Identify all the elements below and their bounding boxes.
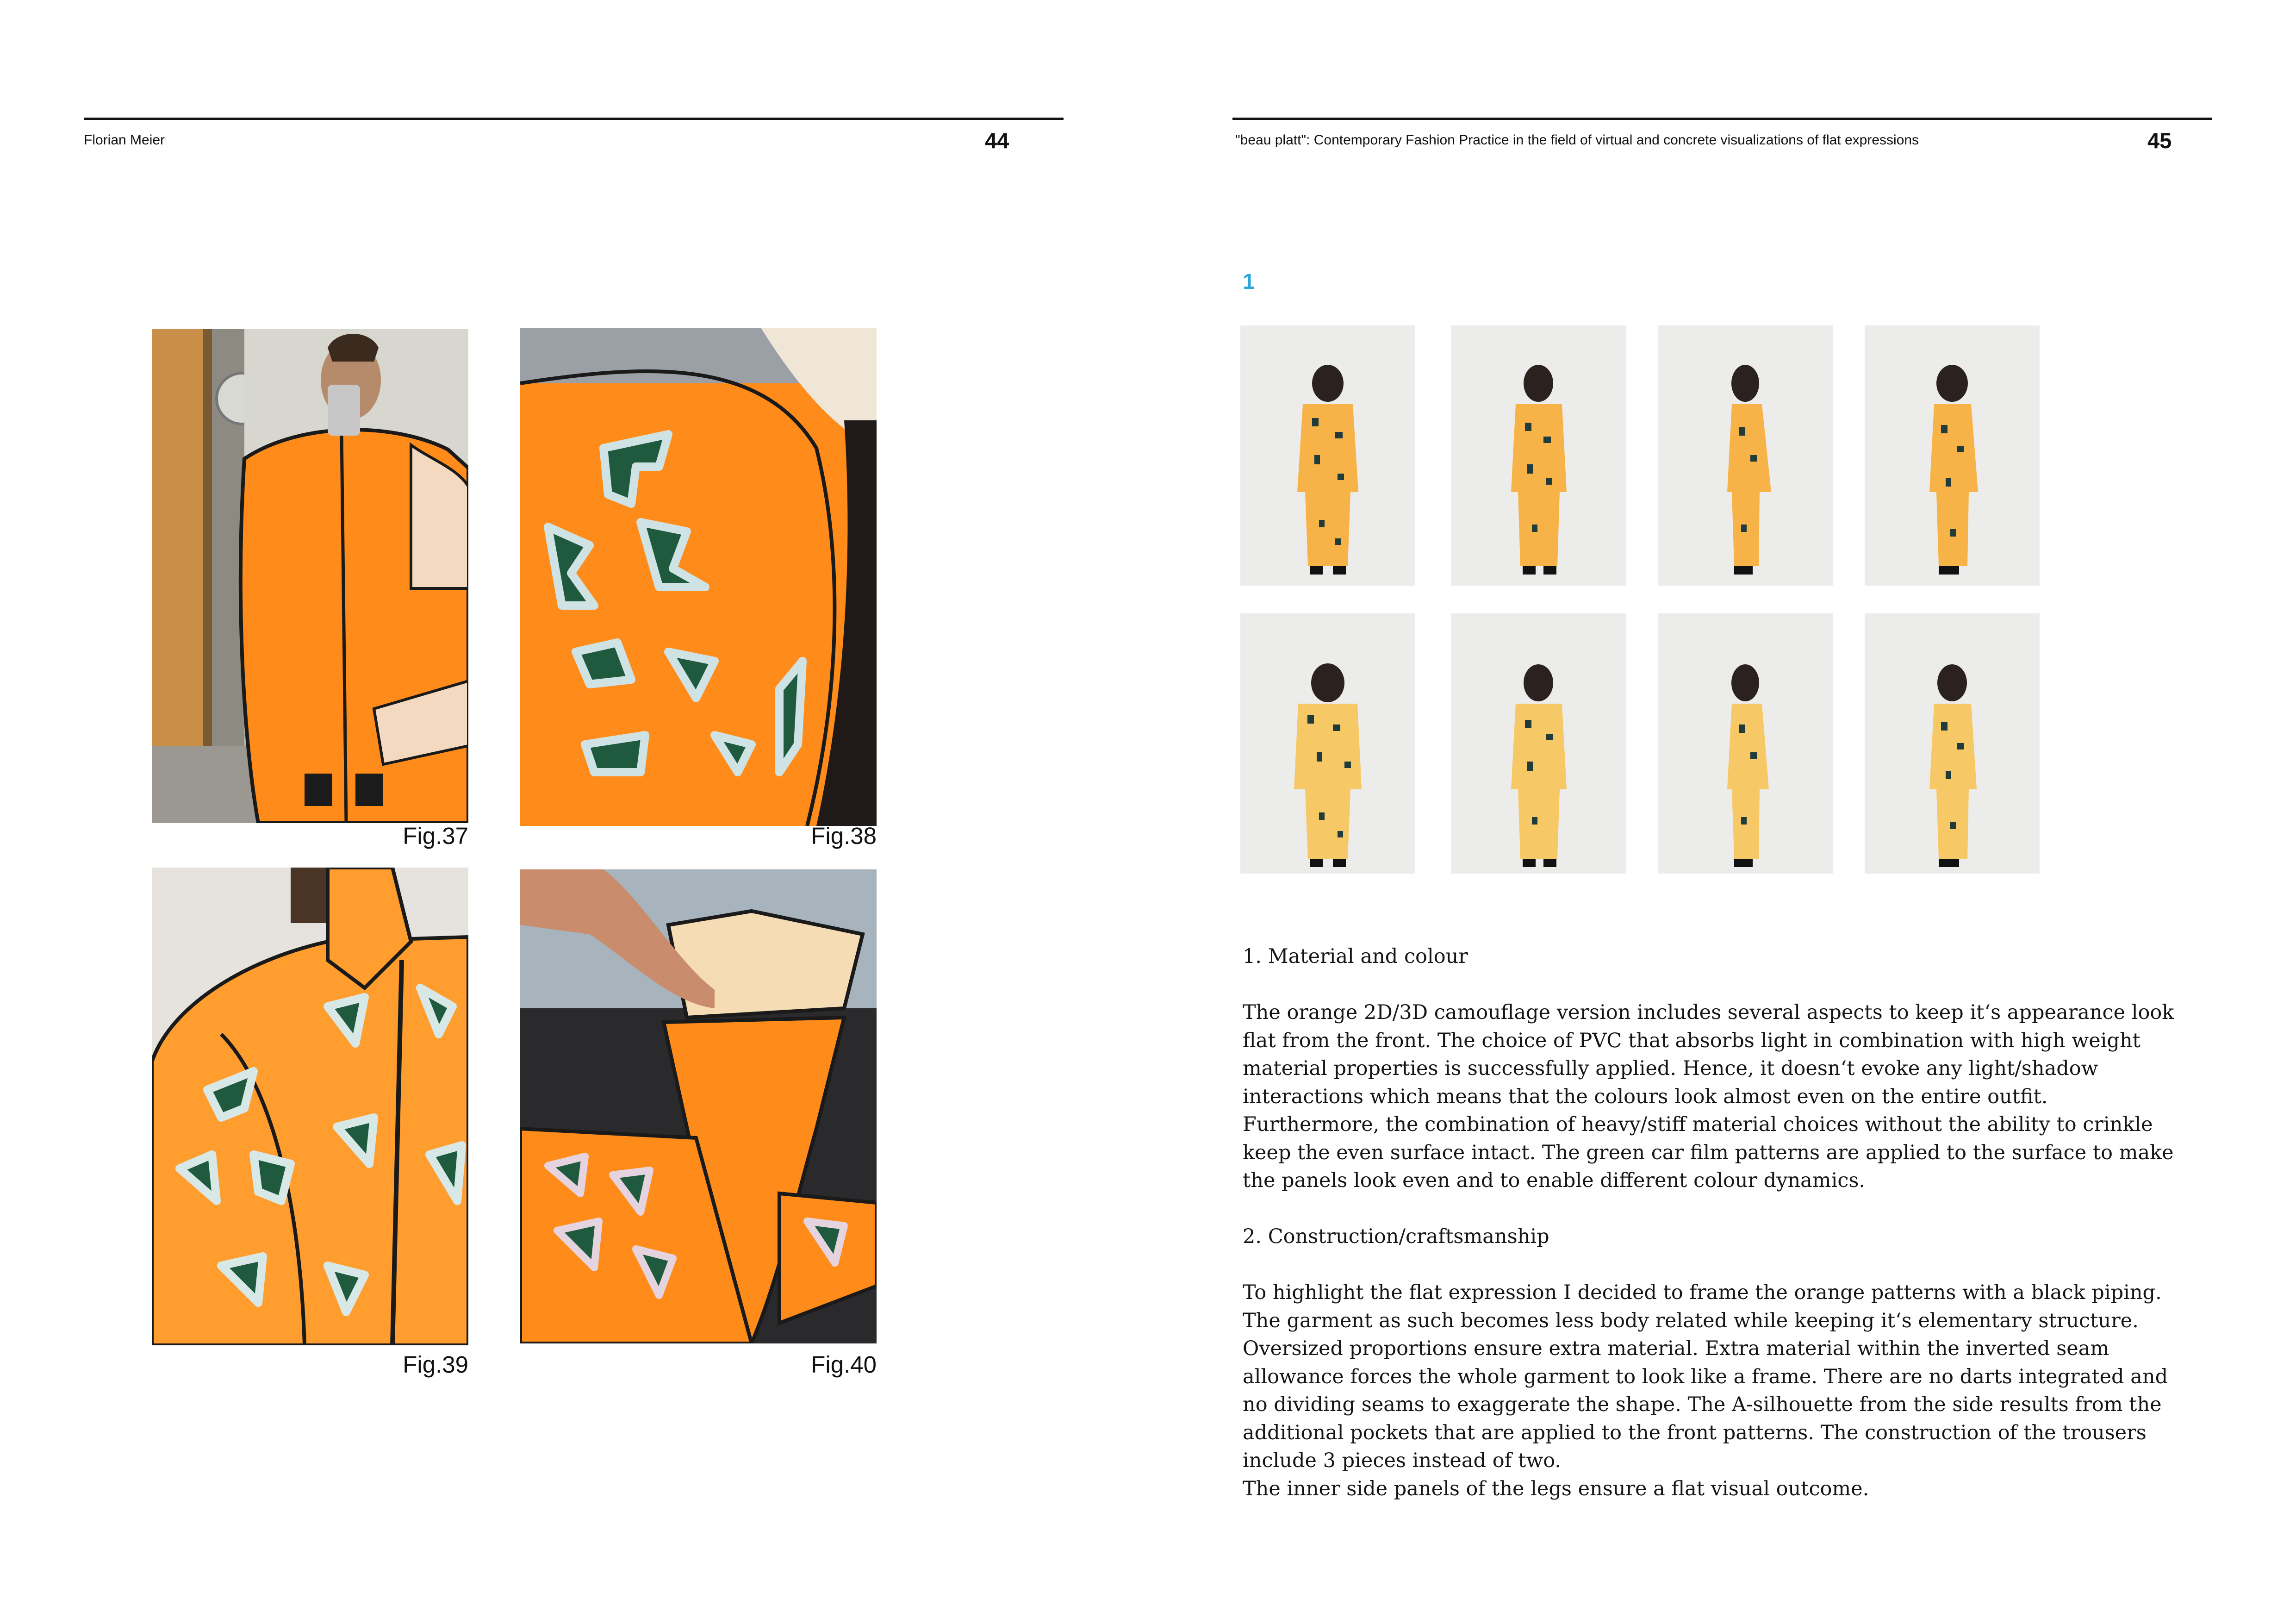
section-heading-construction: 2. Construction/craftsmanship [1243, 1225, 1549, 1248]
paragraph-construction-1: To highlight the flat expression I decided to frame the orange patterns with a black piping. [1243, 1281, 2162, 1304]
lookbook-thumb [1451, 613, 1626, 874]
right-header-rule [1232, 118, 2212, 120]
left-header-rule [84, 118, 1064, 120]
lookbook-thumb [1658, 325, 1833, 586]
running-title: "beau platt": Contemporary Fashion Practice in the field of virtual and concrete visualizations of flat expressions [1235, 132, 1919, 148]
figure-37-caption: Fig.37 [403, 823, 468, 849]
section-number: 1 [1243, 269, 1255, 294]
paragraph-material: The orange 2D/3D camouflage version includes several aspects to keep it‘s appearance look flat from the front. The choice of PVC that absorbs light in combination with high weight material properties is successfully applied. Hence, it doesn‘t evoke any light/shadow interactions which means that the colours look almost even on the entire outfit. Furthermore, the combination of heavy/stiff material choices without the ability to crinkle keep the even surface intact. The green car film patterns are applied to the surface to make the panels look even and to enable different colour dynamics. [1243, 1001, 2174, 1192]
figure-39-photo [152, 868, 468, 1345]
lookbook-thumb [1451, 325, 1626, 586]
lookbook-thumb [1658, 613, 1833, 874]
section-heading-material: 1. Material and colour [1243, 945, 1468, 968]
page-number-left: 44 [985, 128, 1009, 153]
paragraph-construction-3: Oversized proportions ensure extra material. Extra material within the inverted seam allowance forces the whole garment to look like a frame. There are no darts integrated and no dividing seams to exaggerate the shape. The A-silhouette from the side results from the additional pockets that are applied to the front patterns. The construction of the trousers include 3 pieces instead of two. [1243, 1337, 2168, 1472]
author-name: Florian Meier [84, 132, 165, 148]
lookbook-thumb [1865, 325, 2040, 586]
figure-37-photo [152, 329, 468, 823]
page-number-right: 45 [2147, 128, 2172, 153]
figure-38-photo [520, 328, 877, 826]
figure-40-photo [520, 869, 877, 1343]
paragraph-construction-2: The garment as such becomes less body related while keeping it‘s elementary structure. [1243, 1309, 2139, 1332]
lookbook-thumb [1240, 613, 1415, 874]
lookbook-thumb [1240, 325, 1415, 586]
paragraph-construction-4: The inner side panels of the legs ensure a flat visual outcome. [1243, 1477, 1869, 1500]
body-text [1243, 943, 2187, 1503]
figure-38-caption: Fig.38 [811, 823, 877, 849]
figure-39-caption: Fig.39 [403, 1351, 468, 1378]
lookbook-thumb [1865, 613, 2040, 874]
figure-40-caption: Fig.40 [811, 1351, 877, 1378]
